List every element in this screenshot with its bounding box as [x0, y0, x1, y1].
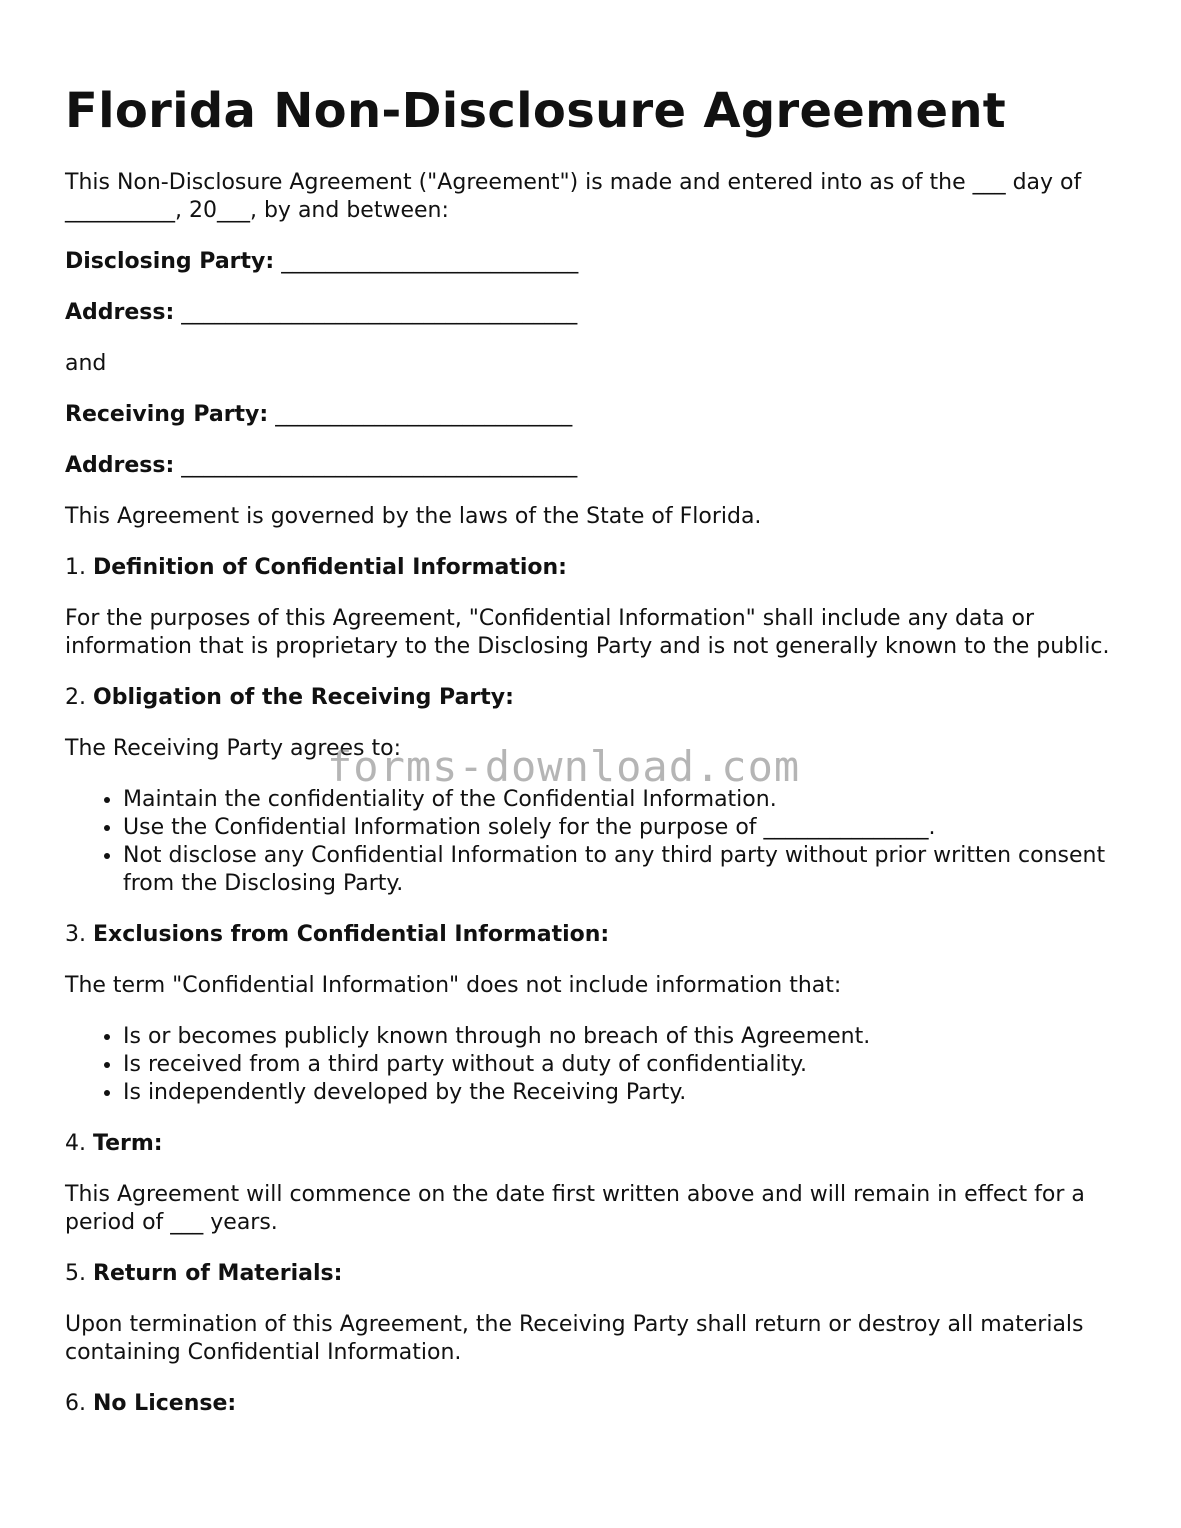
disclosing-address-blank: ____________________________________	[181, 300, 578, 325]
section-4-title: Term:	[93, 1131, 163, 1156]
section-2-list	[65, 786, 1125, 898]
disclosing-party-line	[65, 248, 1125, 276]
section-5-body: Upon termination of this Agreement, the Receiving Party shall return or destroy all materials containing Confidential Information.	[65, 1312, 1084, 1365]
section-4-heading	[65, 1130, 1125, 1158]
section-6-title: No License:	[93, 1391, 237, 1416]
disclosing-address-label: Address:	[65, 300, 175, 325]
disclosing-address-line	[65, 299, 1125, 327]
list-item: • Maintain the confidentiality of the Confidential Information.	[123, 786, 1125, 814]
receiving-party-line	[65, 401, 1125, 429]
section-1-title: Definition of Confidential Information:	[93, 555, 567, 580]
section-3-title: Exclusions from Confidential Information:	[93, 922, 610, 947]
section-5-heading	[65, 1260, 1125, 1288]
section-2-heading	[65, 684, 1125, 712]
receiving-address-blank: ____________________________________	[181, 453, 578, 478]
section-4-body: This Agreement will commence on the date first written above and will remain in effect for a period of ___ years.	[65, 1182, 1085, 1235]
section-1-number: 1.	[65, 555, 86, 580]
section-3-body: The term "Confidential Information" does not include information that:	[65, 973, 842, 998]
intro-paragraph: This Non-Disclosure Agreement ("Agreement") is made and entered into as of the ___ day of __________, 20___, by and between:	[65, 170, 1082, 223]
receiving-address-label: Address:	[65, 453, 175, 478]
disclosing-party-blank: ___________________________	[281, 249, 579, 274]
section-2-title: Obligation of the Receiving Party:	[93, 685, 514, 710]
section-6-number: 6.	[65, 1391, 86, 1416]
and-text: and	[65, 351, 107, 376]
section-5-title: Return of Materials:	[93, 1261, 343, 1286]
receiving-party-blank: ___________________________	[275, 402, 573, 427]
document-title: Florida Non-Disclosure Agreement	[65, 83, 1007, 139]
section-4-number: 4.	[65, 1131, 86, 1156]
section-3-number: 3.	[65, 922, 86, 947]
section-2-number: 2.	[65, 685, 86, 710]
list-item: • Is received from a third party without a duty of confidentiality.	[123, 1051, 1125, 1079]
document-page	[65, 0, 1125, 1441]
receiving-address-line	[65, 452, 1125, 480]
governing-law: This Agreement is governed by the laws of the State of Florida.	[65, 504, 762, 529]
section-3-heading	[65, 921, 1125, 949]
watermark: forms-download.com	[327, 742, 801, 791]
list-item: • Is or becomes publicly known through no breach of this Agreement.	[123, 1023, 1125, 1051]
list-item: • Is independently developed by the Receiving Party.	[123, 1079, 1125, 1107]
section-5-number: 5.	[65, 1261, 86, 1286]
section-2-body: The Receiving Party agrees to:	[65, 736, 401, 761]
section-6-heading	[65, 1390, 1125, 1418]
section-3-list	[65, 1023, 1125, 1107]
list-item: • Use the Confidential Information solely for the purpose of _______________.	[123, 814, 1125, 842]
disclosing-party-label: Disclosing Party:	[65, 249, 275, 274]
section-1-heading	[65, 554, 1125, 582]
receiving-party-label: Receiving Party:	[65, 402, 269, 427]
list-item: • Not disclose any Confidential Information to any third party without prior written consent from the Disclosing Party.	[123, 842, 1125, 898]
section-1-body: For the purposes of this Agreement, "Confidential Information" shall include any data or information that is proprietary to the Disclosing Party and is not generally known to the public.	[65, 606, 1110, 659]
